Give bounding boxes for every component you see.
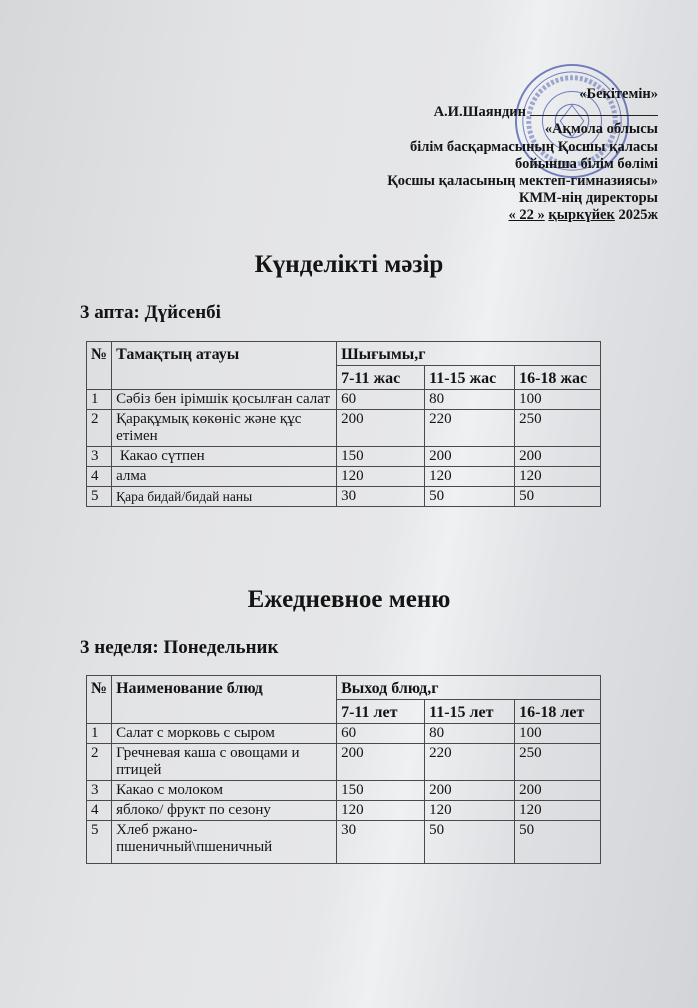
row-value: 50 — [425, 487, 515, 507]
kz-subtitle: 3 апта: Дүйсенбі — [80, 302, 221, 323]
row-name: Қарақұмық көкөніс және құс етімен — [112, 410, 337, 447]
table-header-row — [87, 676, 601, 700]
table-row — [87, 390, 601, 410]
row-value: 120 — [515, 801, 601, 821]
row-num: 5 — [87, 487, 112, 507]
row-value: 200 — [515, 447, 601, 467]
ru-menu-table — [86, 675, 601, 864]
row-value: 220 — [425, 744, 515, 781]
table-row — [87, 487, 601, 507]
row-value: 50 — [425, 821, 515, 864]
date-month: қыркүйек — [548, 207, 615, 224]
header-age-16-18: 16-18 жас — [515, 366, 601, 390]
row-num: 2 — [87, 410, 112, 447]
header-age-16-18: 16-18 лет — [515, 700, 601, 724]
row-value: 100 — [515, 390, 601, 410]
row-value: 30 — [337, 821, 425, 864]
row-name: Гречневая каша с овощами и птицей — [112, 744, 337, 781]
row-value: 60 — [337, 390, 425, 410]
kz-menu-table — [86, 341, 601, 507]
row-value: 200 — [337, 744, 425, 781]
signer-line — [238, 103, 658, 121]
approval-date — [238, 207, 658, 224]
row-name: Сәбіз бен ірімшік қосылған салат — [112, 390, 337, 410]
header-age-11-15: 11-15 жас — [425, 366, 515, 390]
kz-title: Күнделікті мәзір — [254, 251, 444, 278]
row-value: 50 — [515, 821, 601, 864]
row-num: 5 — [87, 821, 112, 864]
org-line: Қосшы қаласының мектеп-гимназиясы» — [387, 173, 658, 190]
row-value: 120 — [337, 801, 425, 821]
row-value: 120 — [515, 467, 601, 487]
row-num: 2 — [87, 744, 112, 781]
signature-line — [530, 103, 658, 116]
row-name: яблоко/ фрукт по сезону — [112, 801, 337, 821]
header-num: № — [87, 676, 112, 724]
ru-title: Ежедневное меню — [247, 586, 451, 613]
org-line: бойынша білім бөлімі — [515, 155, 658, 172]
row-name: Салат с морковь с сыром — [112, 724, 337, 744]
table-row — [87, 467, 601, 487]
table-header-row — [87, 342, 601, 366]
row-value: 250 — [515, 410, 601, 447]
org-line: КММ-нің директоры — [518, 190, 658, 207]
row-name: Какао с молоком — [112, 781, 337, 801]
row-num: 4 — [87, 467, 112, 487]
date-year: 2025ж — [618, 207, 658, 224]
header-age-11-15: 11-15 лет — [425, 700, 515, 724]
row-value: 200 — [425, 447, 515, 467]
table-row — [87, 781, 601, 801]
header-name: Наименование блюд — [112, 676, 337, 724]
row-value: 250 — [515, 744, 601, 781]
header-output: Выход блюд,г — [337, 676, 601, 700]
row-value: 150 — [337, 447, 425, 467]
row-value: 100 — [515, 724, 601, 744]
row-value: 120 — [425, 467, 515, 487]
row-value: 50 — [515, 487, 601, 507]
header-age-7-11: 7-11 лет — [337, 700, 425, 724]
ru-subtitle: 3 неделя: Понедельник — [80, 637, 279, 658]
row-value: 150 — [337, 781, 425, 801]
row-name: Қара бидай/бидай наны — [112, 487, 337, 507]
row-value: 220 — [425, 410, 515, 447]
approved-label: «Бекітемін» — [579, 86, 658, 102]
row-name: Какао сүтпен — [112, 447, 337, 467]
row-num: 4 — [87, 801, 112, 821]
signer-name: А.И.Шаяндин — [433, 104, 526, 121]
row-num: 1 — [87, 724, 112, 744]
row-value: 30 — [337, 487, 425, 507]
row-value: 200 — [515, 781, 601, 801]
row-name: Хлеб ржано-пшеничный\пшеничный — [112, 821, 337, 864]
row-name: алма — [112, 467, 337, 487]
row-num: 3 — [87, 447, 112, 467]
row-value: 60 — [337, 724, 425, 744]
row-value: 80 — [425, 724, 515, 744]
table-row — [87, 744, 601, 781]
table-row — [87, 801, 601, 821]
row-value: 120 — [425, 801, 515, 821]
date-day: « 22 » — [508, 207, 545, 224]
row-value: 200 — [337, 410, 425, 447]
header-name: Тамақтың атауы — [112, 342, 337, 390]
approval-block — [238, 86, 658, 225]
row-num: 3 — [87, 781, 112, 801]
table-row — [87, 821, 601, 864]
header-num: № — [87, 342, 112, 390]
org-line: «Ақмола облысы — [544, 121, 658, 138]
row-num: 1 — [87, 390, 112, 410]
row-value: 80 — [425, 390, 515, 410]
header-output: Шығымы,г — [337, 342, 601, 366]
row-value: 120 — [337, 467, 425, 487]
table-row — [87, 447, 601, 467]
table-row — [87, 410, 601, 447]
header-age-7-11: 7-11 жас — [337, 366, 425, 390]
org-line: білім басқармасының Қосшы қаласы — [409, 138, 658, 155]
table-row — [87, 724, 601, 744]
row-value: 200 — [425, 781, 515, 801]
